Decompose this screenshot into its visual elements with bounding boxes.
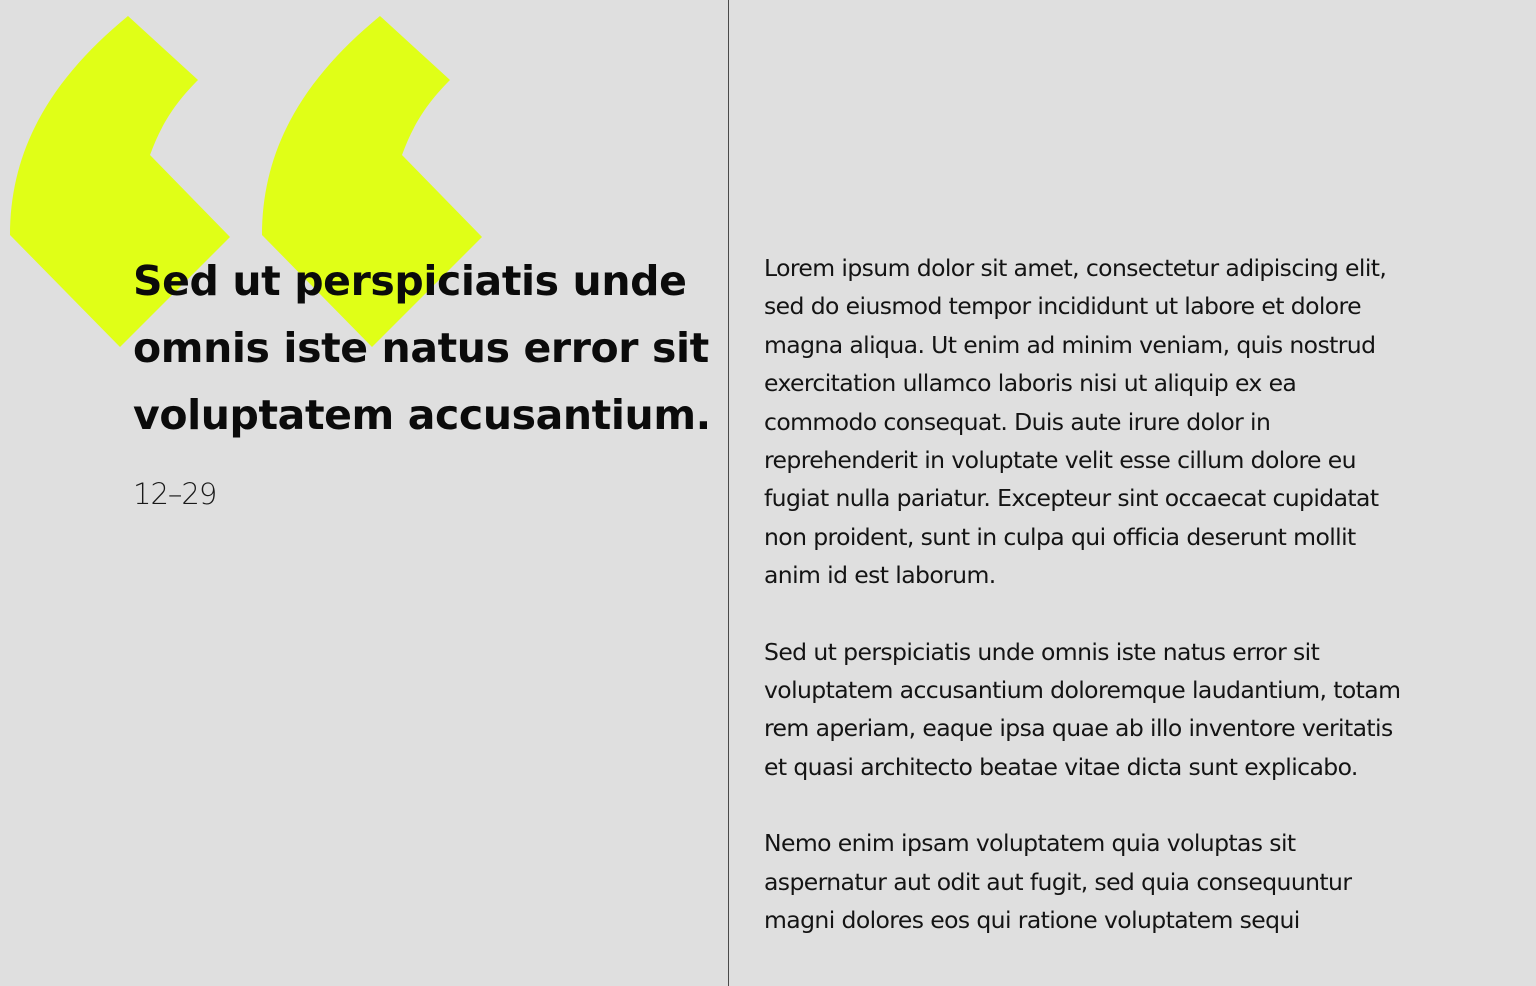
- quote-reference: 12–29: [133, 477, 217, 511]
- column-divider: [728, 0, 729, 986]
- quote-panel: [0, 0, 728, 986]
- body-text-column: [764, 249, 1414, 978]
- pull-quote: Sed ut perspiciatis unde omnis iste natus error sit voluptatem accusantium.: [133, 257, 711, 439]
- body-paragraph-2: Sed ut perspiciatis unde omnis iste natus error sit voluptatem accusantium doloremque laudantium, totam rem aperiam, eaque ipsa quae ab illo inventore veritatis et quasi architecto beatae vitae dicta sunt explicabo.: [764, 637, 1401, 781]
- body-paragraph-1: Lorem ipsum dolor sit amet, consectetur adipiscing elit, sed do eiusmod tempor incididunt ut labore et dolore magna aliqua. Ut enim ad minim veniam, quis nostrud exercitation ullamco laboris nisi ut aliquip ex ea commodo consequat. Duis aute irure dolor in reprehenderit in voluptate velit esse cillum dolore eu fugiat nulla pariatur. Excepteur sint occaecat cupidatat non proident, sunt in culpa qui officia deserunt mollit anim id est laborum.: [764, 254, 1387, 590]
- body-paragraph-3: Nemo enim ipsam voluptatem quia voluptas sit aspernatur aut odit aut fugit, sed quia consequuntur magni dolores eos qui ratione voluptatem sequi: [764, 829, 1352, 935]
